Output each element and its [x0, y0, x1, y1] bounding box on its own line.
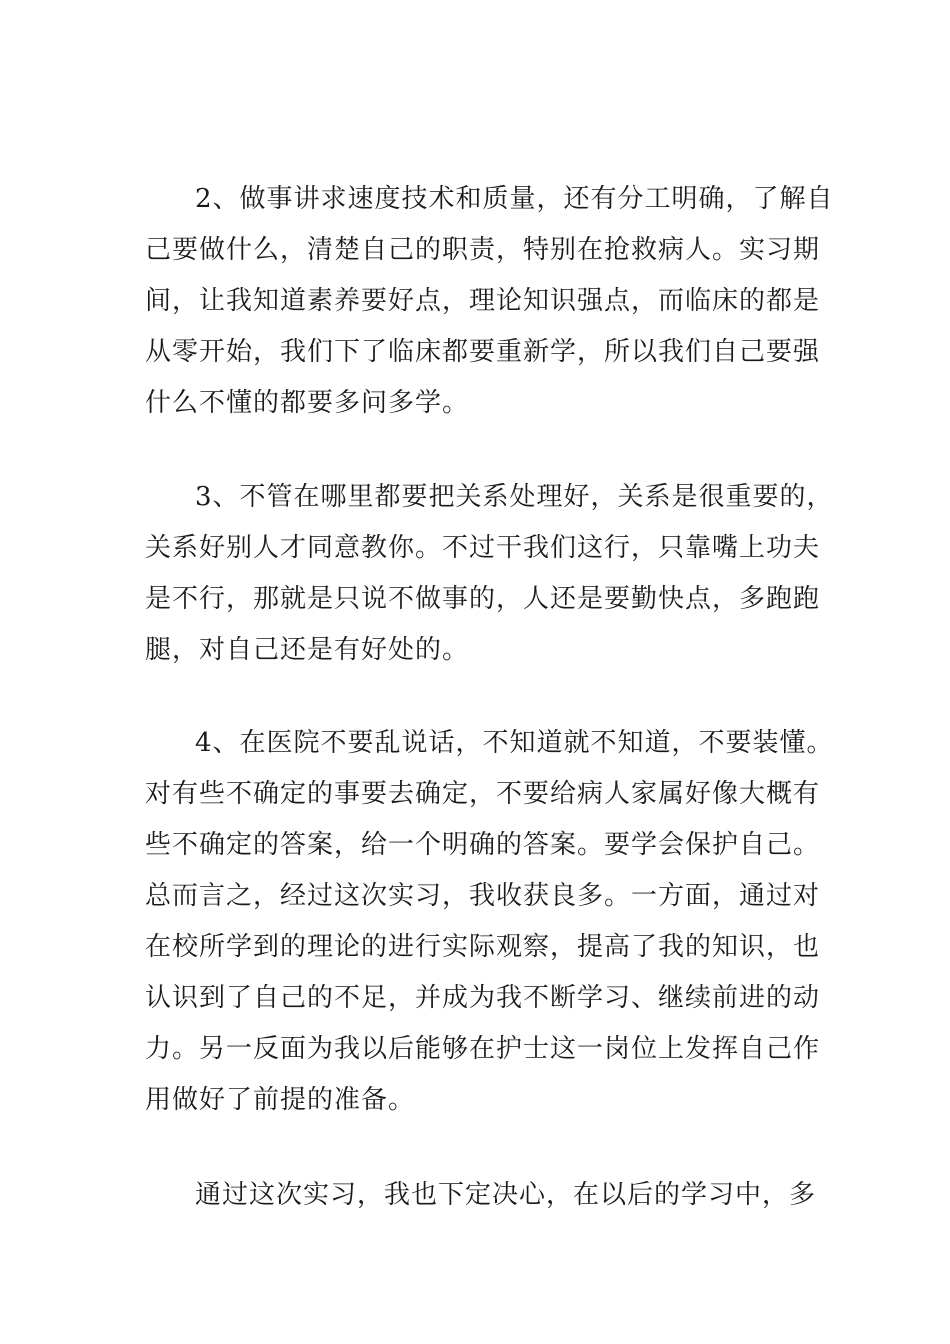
paragraph-line: 用做好了前提的准备。 [145, 1085, 416, 1115]
paragraph-3-relationships [145, 472, 834, 676]
paragraph-conclusion [145, 1170, 815, 1221]
paragraph-line: 什么不懂的都要多问多学。 [145, 388, 470, 418]
paragraph-line: 在校所学到的理论的进行实际观察，提高了我的知识，也 [145, 932, 821, 962]
paragraph-line: 通过这次实习，我也下定决心，在以后的学习中，多 [195, 1180, 817, 1210]
paragraph-line: 力。另一反面为我以后能够在护士这一岗位上发挥自己作 [145, 1034, 821, 1064]
paragraph-line: 2、做事讲求速度技术和质量，还有分工明确，了解自 [195, 184, 834, 214]
paragraph-line: 腿，对自己还是有好处的。 [145, 635, 470, 665]
paragraph-line: 3、不管在哪里都要把关系处理好，关系是很重要的， [195, 482, 834, 512]
paragraph-line: 从零开始，我们下了临床都要重新学，所以我们自己要强 [145, 337, 821, 367]
paragraph-line: 关系好别人才同意教你。不过干我们这行，只靠嘴上功夫 [145, 533, 821, 563]
paragraph-line: 认识到了自己的不足，并成为我不断学习、继续前进的动 [145, 983, 821, 1013]
paragraph-2-teamwork [145, 174, 834, 429]
paragraph-line: 4、在医院不要乱说话，不知道就不知道，不要装懂。 [195, 728, 834, 758]
paragraph-line: 是不行，那就是只说不做事的，人还是要勤快点，多跑跑 [145, 584, 821, 614]
paragraph-4-hospital-conduct [145, 718, 834, 1126]
paragraph-line: 些不确定的答案，给一个明确的答案。要学会保护自己。 [145, 830, 821, 860]
paragraph-line: 总而言之，经过这次实习，我收获良多。一方面，通过对 [145, 881, 821, 911]
paragraph-line: 己要做什么，清楚自己的职责，特别在抢救病人。实习期 [145, 235, 821, 265]
paragraph-line: 间，让我知道素养要好点，理论知识强点，而临床的都是 [145, 286, 821, 316]
paragraph-line: 对有些不确定的事要去确定，不要给病人家属好像大概有 [145, 779, 821, 809]
